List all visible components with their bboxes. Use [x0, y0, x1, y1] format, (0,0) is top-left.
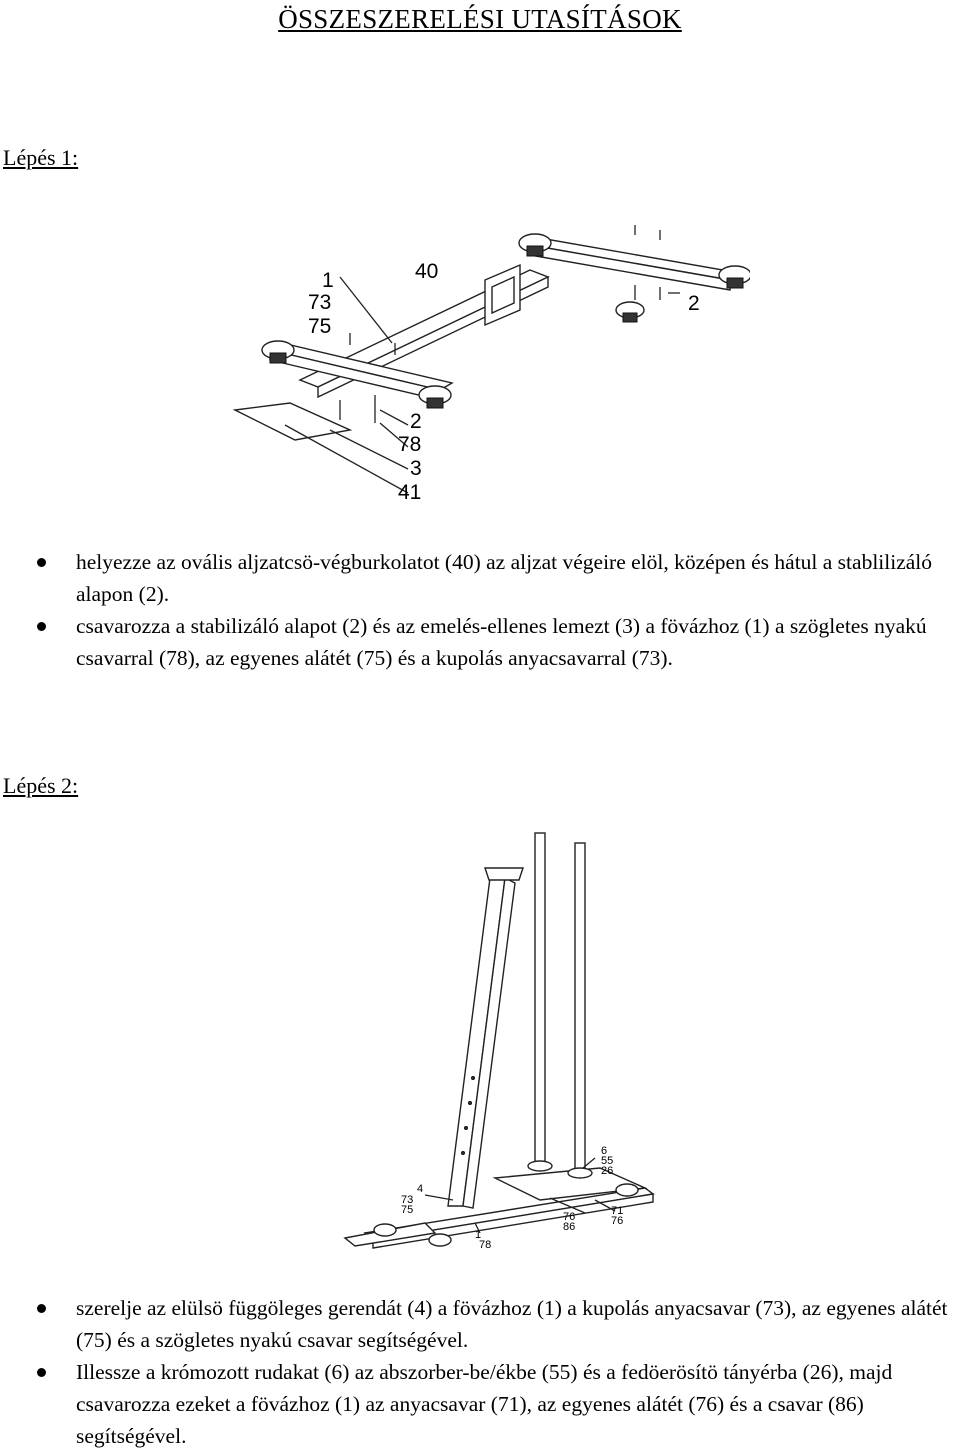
step-2-label: 76: [563, 1211, 576, 1223]
bullet-icon: [37, 1368, 46, 1377]
step-1-instructions: [0, 546, 960, 674]
step-2-label: 4: [417, 1183, 424, 1195]
step-2-label: 73: [401, 1194, 414, 1206]
step-1-label: 2: [688, 292, 700, 315]
step-1-label: 40: [415, 260, 439, 283]
step-2-label: 1: [475, 1229, 482, 1241]
step-1-label: 1: [322, 269, 334, 292]
step-1-label: 75: [308, 315, 332, 338]
bullet-icon: [37, 622, 46, 631]
list-item: szerelje az elülsö függöleges gerendát (4) a fövázhoz (1) a kupolás anyacsavar (73), az egyenes alátét (75) és a szögletes nyakú csavar segítségével.: [0, 1292, 960, 1356]
list-item: csavarozza a stabilizáló alapot (2) és az emelés-ellenes lemezt (3) a fövázhoz (1) a szögletes nyakú csavarral (78), az egyenes alátét (75) és a kupolás anyacsavarral (73).: [0, 610, 960, 674]
step-2-label: 55: [601, 1155, 614, 1167]
step-2-label: 6: [601, 1145, 608, 1157]
step-2-label: 71: [611, 1205, 624, 1217]
step-2-heading: Lépés 2:: [3, 773, 79, 798]
step-2-label: 78: [479, 1239, 492, 1251]
document-title: ÖSSZESZERELÉSI UTASÍTÁSOK: [278, 4, 682, 34]
list-item: helyezze az ovális aljzatcsö-végburkolatot (40) az aljzat végeire elöl, középen és hátul a stablilizáló alapon (2).: [0, 546, 960, 610]
step-1-label: 2: [410, 410, 422, 433]
step-2-label: 86: [563, 1221, 576, 1233]
step-1-label: 78: [398, 433, 422, 456]
step-2-label: 75: [401, 1204, 414, 1216]
step-2-instructions: [0, 1292, 960, 1452]
step-1-label: 73: [308, 291, 332, 314]
step-2-label: 26: [601, 1165, 614, 1177]
step-1-heading: Lépés 1:: [3, 145, 79, 170]
step-2-diagram: [325, 828, 685, 1253]
step-1-label: 41: [398, 481, 422, 504]
step-2-label: 76: [611, 1215, 624, 1227]
bullet-icon: [37, 1304, 46, 1313]
step-1-label: 3: [410, 457, 422, 480]
bullet-icon: [37, 558, 46, 567]
step-1-diagram: [230, 225, 750, 505]
list-item: Illessze a krómozott rudakat (6) az abszorber-be/ékbe (55) és a fedöerösítö tányérba (26), majd csavarozza ezeket a fövázhoz (1) az anyacsavar (71), az egyenes alátét (76) és a csavar (86) segítségével.: [0, 1356, 960, 1452]
